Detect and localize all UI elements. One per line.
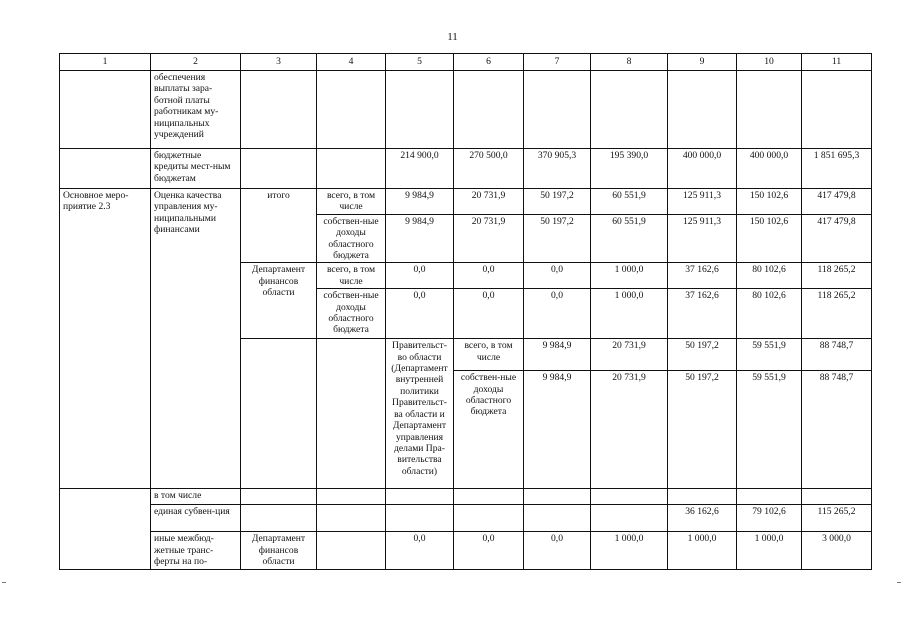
value-cell: 9 984,9 <box>386 189 454 215</box>
table-cell: Департамент финансов области <box>241 532 317 570</box>
value-cell: 417 479,8 <box>802 189 872 215</box>
value-cell <box>591 505 668 532</box>
header-row <box>60 54 872 71</box>
value-cell: 20 731,9 <box>591 371 668 489</box>
value-cell: 270 500,0 <box>454 149 524 189</box>
table-cell: единая субвен-ция <box>151 505 241 532</box>
value-cell: 125 911,3 <box>668 189 737 215</box>
value-cell: 60 551,9 <box>591 189 668 215</box>
scan-edge-mark <box>2 582 6 583</box>
value-cell <box>524 505 591 532</box>
table-cell: собствен-ные доходы областного бюджета <box>317 289 386 339</box>
value-cell: 9 984,9 <box>524 371 591 489</box>
value-cell: 20 731,9 <box>454 189 524 215</box>
column-header: 10 <box>737 54 802 71</box>
table-cell <box>317 71 386 149</box>
table-cell <box>241 505 317 532</box>
value-cell: 3 000,0 <box>802 532 872 570</box>
table-cell <box>454 71 524 149</box>
value-cell: 0,0 <box>524 532 591 570</box>
table-row <box>60 505 872 532</box>
value-cell: 150 102,6 <box>737 214 802 263</box>
column-header: 9 <box>668 54 737 71</box>
budget-table <box>59 53 872 570</box>
table-cell <box>668 71 737 149</box>
table-row <box>60 149 872 189</box>
value-cell: 115 265,2 <box>802 505 872 532</box>
value-cell: 36 162,6 <box>668 505 737 532</box>
value-cell <box>386 505 454 532</box>
table-cell: всего, в том числе <box>454 339 524 371</box>
table-cell <box>802 71 872 149</box>
table-row <box>60 489 872 505</box>
value-cell: 0,0 <box>386 532 454 570</box>
value-cell: 150 102,6 <box>737 189 802 215</box>
table-row <box>60 532 872 570</box>
value-cell: 118 265,2 <box>802 263 872 289</box>
table-cell: Основное меро-приятие 2.3 <box>60 189 151 489</box>
table-cell <box>737 489 802 505</box>
value-cell: 125 911,3 <box>668 214 737 263</box>
value-cell: 20 731,9 <box>591 339 668 371</box>
table-cell: Правительст-во области (Департамент внутренней политики Правительст-ва области и Департамент управления делами Пра-вительства области) <box>386 339 454 489</box>
value-cell: 60 551,9 <box>591 214 668 263</box>
column-header: 1 <box>60 54 151 71</box>
table-cell: всего, в том числе <box>317 189 386 215</box>
page-number: 11 <box>447 31 458 43</box>
value-cell: 214 900,0 <box>386 149 454 189</box>
table-cell <box>802 489 872 505</box>
table-cell: итого <box>241 189 317 263</box>
value-cell: 79 102,6 <box>737 505 802 532</box>
table-cell <box>317 339 386 489</box>
value-cell: 1 851 695,3 <box>802 149 872 189</box>
value-cell: 1 000,0 <box>668 532 737 570</box>
table-cell <box>591 71 668 149</box>
value-cell: 59 551,9 <box>737 371 802 489</box>
value-cell: 80 102,6 <box>737 289 802 339</box>
value-cell: 88 748,7 <box>802 339 872 371</box>
table-cell <box>60 71 151 149</box>
value-cell: 1 000,0 <box>591 532 668 570</box>
value-cell: 20 731,9 <box>454 214 524 263</box>
table-row <box>60 189 872 215</box>
value-cell: 50 197,2 <box>524 214 591 263</box>
table-cell <box>317 489 386 505</box>
table-cell <box>454 489 524 505</box>
value-cell: 0,0 <box>454 532 524 570</box>
value-cell: 417 479,8 <box>802 214 872 263</box>
table-cell: собствен-ные доходы областного бюджета <box>454 371 524 489</box>
value-cell: 400 000,0 <box>668 149 737 189</box>
column-header: 5 <box>386 54 454 71</box>
value-cell: 195 390,0 <box>591 149 668 189</box>
table-cell: иные межбюд-жетные транс-ферты на по- <box>151 532 241 570</box>
table-cell <box>524 71 591 149</box>
table-cell <box>524 489 591 505</box>
table-cell: собствен-ные доходы областного бюджета <box>317 214 386 263</box>
value-cell: 0,0 <box>454 289 524 339</box>
table-cell: Оценка качества управления му-ниципальными финансами <box>151 189 241 489</box>
table-cell <box>386 489 454 505</box>
column-header: 2 <box>151 54 241 71</box>
value-cell: 50 197,2 <box>668 339 737 371</box>
table-cell <box>668 489 737 505</box>
value-cell: 0,0 <box>386 263 454 289</box>
table-cell: обеспечения выплаты зара-ботной платы работникам му-ниципальных учреждений <box>151 71 241 149</box>
column-header: 3 <box>241 54 317 71</box>
column-header: 11 <box>802 54 872 71</box>
value-cell: 0,0 <box>454 263 524 289</box>
column-header: 6 <box>454 54 524 71</box>
value-cell: 1 000,0 <box>591 289 668 339</box>
table-cell: Департамент финансов области <box>241 263 317 339</box>
table-cell <box>241 71 317 149</box>
table-cell: в том числе <box>151 489 241 505</box>
value-cell: 370 905,3 <box>524 149 591 189</box>
value-cell: 118 265,2 <box>802 289 872 339</box>
table-cell <box>591 489 668 505</box>
column-header: 8 <box>591 54 668 71</box>
table-cell <box>317 532 386 570</box>
value-cell <box>454 505 524 532</box>
table-cell: всего, в том числе <box>317 263 386 289</box>
value-cell: 9 984,9 <box>386 214 454 263</box>
table-cell <box>60 149 151 189</box>
value-cell: 9 984,9 <box>524 339 591 371</box>
table-cell <box>317 505 386 532</box>
table-cell <box>241 339 317 489</box>
value-cell: 0,0 <box>386 289 454 339</box>
column-header: 7 <box>524 54 591 71</box>
value-cell: 400 000,0 <box>737 149 802 189</box>
value-cell: 59 551,9 <box>737 339 802 371</box>
table-cell: бюджетные кредиты мест-ным бюджетам <box>151 149 241 189</box>
table-row <box>60 71 872 149</box>
table-cell <box>317 149 386 189</box>
value-cell: 1 000,0 <box>737 532 802 570</box>
value-cell: 0,0 <box>524 263 591 289</box>
value-cell: 50 197,2 <box>524 189 591 215</box>
value-cell: 0,0 <box>524 289 591 339</box>
value-cell: 37 162,6 <box>668 289 737 339</box>
table-cell <box>60 489 151 570</box>
value-cell: 88 748,7 <box>802 371 872 489</box>
table-cell <box>241 149 317 189</box>
table-cell <box>386 71 454 149</box>
table-cell <box>737 71 802 149</box>
table-cell <box>241 489 317 505</box>
value-cell: 1 000,0 <box>591 263 668 289</box>
column-header: 4 <box>317 54 386 71</box>
value-cell: 37 162,6 <box>668 263 737 289</box>
scan-edge-mark <box>897 582 901 583</box>
value-cell: 50 197,2 <box>668 371 737 489</box>
value-cell: 80 102,6 <box>737 263 802 289</box>
